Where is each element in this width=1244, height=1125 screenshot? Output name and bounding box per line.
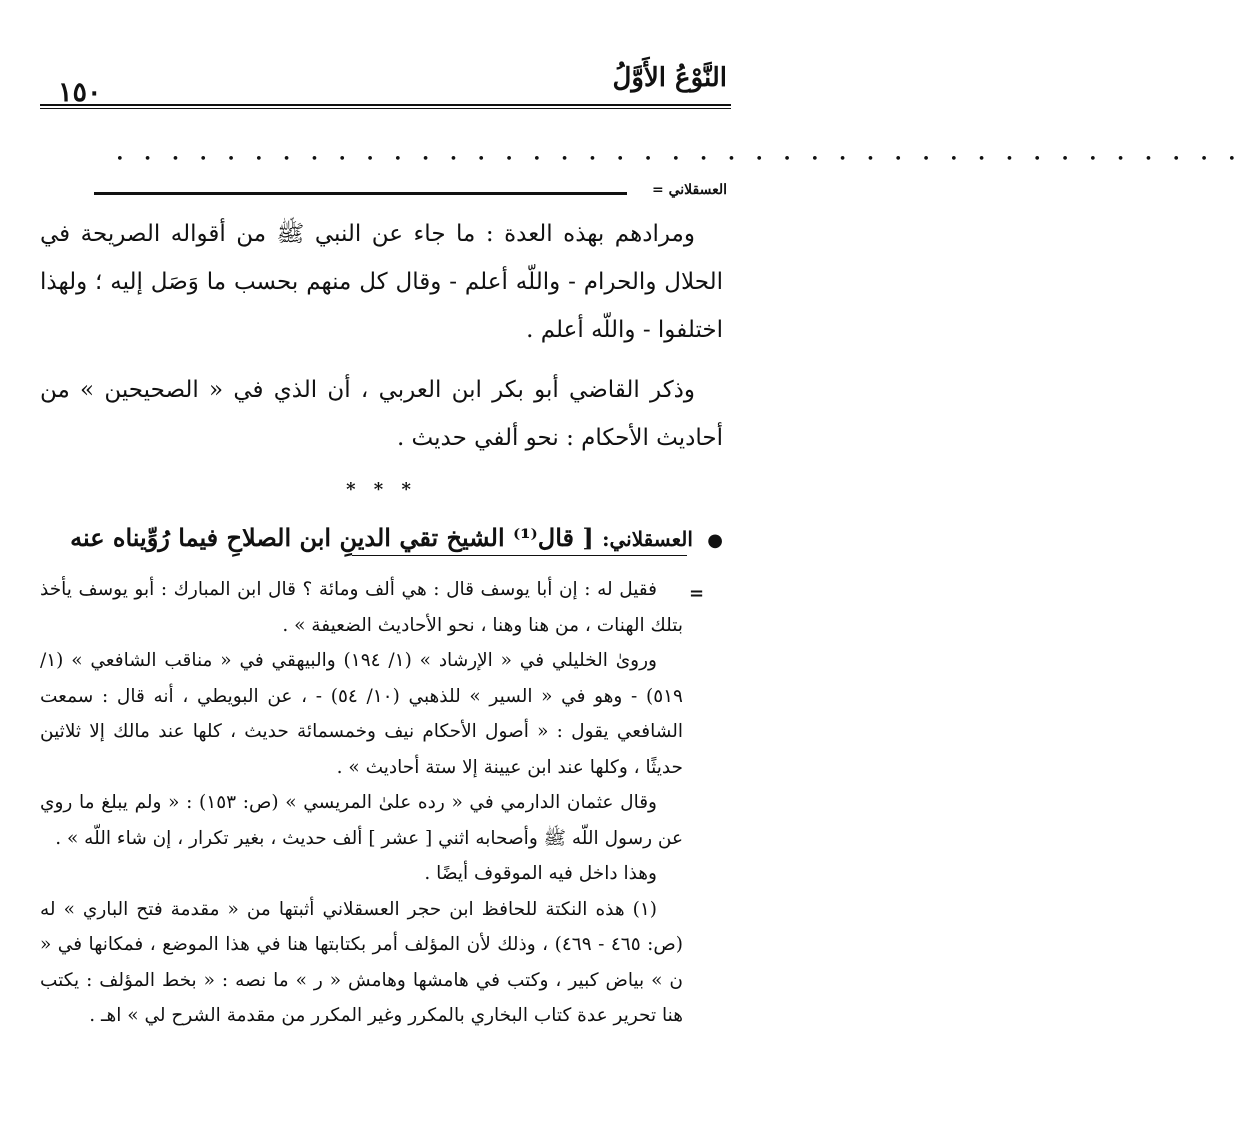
footnote-continuation-mark: = (689, 583, 705, 604)
footnotes (40, 572, 683, 1034)
footnote-paragraph: وهذا داخل فيه الموقوف أيضًا . (424, 863, 657, 884)
section-heading-text: [ قال⁽¹⁾ الشيخ تقي الدينِ ابن الصلاحِ فيما رُوِّيناه عنه (70, 523, 594, 552)
continued-note-rule (94, 192, 627, 195)
dotted-separator: • • • • • • • • • • • • • • • • • • • • • • • • • • • • • • • • • • • • • • • • • (116, 152, 1244, 167)
footnote-paragraph: فقيل له : إن أبا يوسف قال : هي ألف ومائة ؟ قال ابن المبارك : أبو يوسف يأخذ بتلك الهنات ، من هنا وهنا ، نحو الأحاديث الضعيفة » . (40, 579, 683, 636)
page-header (40, 55, 731, 113)
section-heading-label: العسقلاني: (602, 527, 693, 551)
continued-note-label: العسقلاني = (651, 182, 727, 198)
main-paragraph: وذكر القاضي أبو بكر ابن العربي ، أن الذي في « الصحيحين » من أحاديث الأحكام : نحو ألفي حديث . (40, 377, 723, 451)
footnote-paragraph: وقال عثمان الدارمي في « رده علىٰ المريسي » (ص: ١٥٣) : « ولم يبلغ ما روي عن رسول اللّه ﷺ وأصحابه اثني [ عشر ] ألف حديث ، بغير تكرار ، إن شاء اللّه » . (40, 792, 683, 849)
section-heading (40, 514, 723, 565)
section-divider-stars: * * * (346, 479, 417, 500)
header-rule (40, 104, 731, 109)
bullet-icon: ● (707, 530, 723, 551)
footnote-rule (352, 555, 687, 556)
main-text (40, 210, 723, 565)
page-number: ١٥٠ (58, 77, 102, 108)
footnote-paragraph: (١) هذه النكتة للحافظ ابن حجر العسقلاني أثبتها من « مقدمة فتح الباري » له (ص: ٤٦٥ - ٤٦٩) ، وذلك لأن المؤلف أمر بكتابتها هنا في هذا الموضع ، فمكانها في « ن » بياض كبير ، وكتب في هامشها وهامش « ر » ما نصه : « بخط المؤلف : يكتب هنا تحرير عدة كتاب البخاري بالمكرر وغير المكرر من مقدمة الشرح لي » اهـ . (40, 898, 683, 1026)
continued-note-line (94, 182, 727, 208)
footnote-paragraph: وروىٰ الخليلي في « الإرشاد » (١/ ١٩٤) والبيهقي في « مناقب الشافعي » (١/ ٥١٩) - وهو في « السير » للذهبي (١٠/ ٥٤) - ، عن البويطي ، أنه قال : سمعت الشافعي يقول : « أصول الأحكام نيف وخمسمائة حديث ، كلها عند مالك إلا ثلاثين حديثًا ، وكلها عند ابن عيينة إلا ستة أحاديث » . (40, 650, 683, 778)
main-paragraph: ومرادهم بهذه العدة : ما جاء عن النبي ﷺ من أقواله الصريحة في الحلال والحرام - واللّه أعلم - وقال كل منهم بحسب ما وَصَل إليه ؛ ولهذا اختلفوا - واللّه أعلم . (40, 221, 723, 343)
running-title: النَّوْعُ الأَوَّلُ (612, 63, 727, 93)
